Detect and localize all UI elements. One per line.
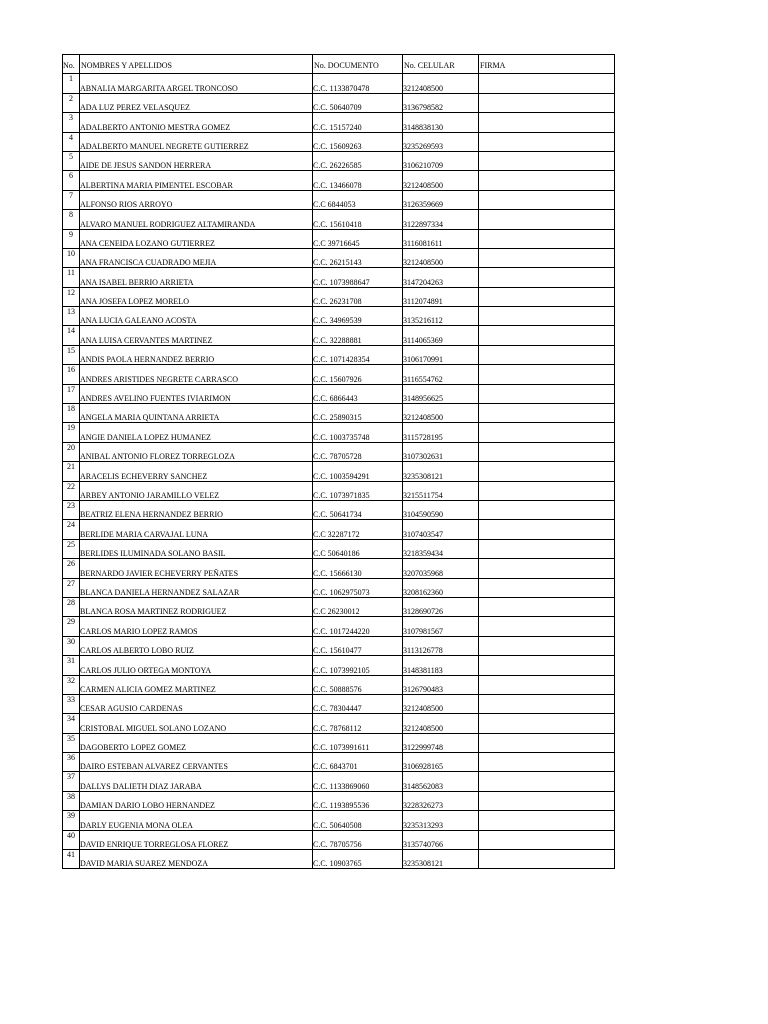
row-cellphone: 3126359669 — [403, 190, 479, 209]
row-name: CARLOS ALBERTO LOBO RUIZ — [80, 636, 313, 655]
row-number: 28 — [63, 597, 80, 616]
row-number: 33 — [63, 694, 80, 713]
row-number: 18 — [63, 404, 80, 423]
row-signature-cell — [479, 326, 615, 345]
row-cellphone: 3104590590 — [403, 500, 479, 519]
row-document: C.C 39716645 — [313, 229, 403, 248]
header-no: No. — [63, 55, 80, 74]
row-number: 13 — [63, 307, 80, 326]
row-document: C.C. 1062975073 — [313, 578, 403, 597]
row-number: 1 — [63, 74, 80, 93]
row-signature-cell — [479, 345, 615, 364]
row-number: 7 — [63, 190, 80, 209]
row-document: C.C. 15609263 — [313, 132, 403, 151]
row-cellphone: 3235308121 — [403, 850, 479, 869]
row-document: C.C. 15610418 — [313, 210, 403, 229]
table-row — [63, 714, 615, 733]
row-cellphone: 3106928165 — [403, 753, 479, 772]
row-signature-cell — [479, 481, 615, 500]
row-document: C.C. 1193895536 — [313, 791, 403, 810]
row-cellphone: 3106170991 — [403, 345, 479, 364]
row-number: 14 — [63, 326, 80, 345]
row-signature-cell — [479, 850, 615, 869]
row-signature-cell — [479, 772, 615, 791]
row-name: BERNARDO JAVIER ECHEVERRY PEÑATES — [80, 559, 313, 578]
row-name: ANA CENEIDA LOZANO GUTIERREZ — [80, 229, 313, 248]
row-name: DAMIAN DARIO LOBO HERNANDEZ — [80, 791, 313, 810]
row-cellphone: 3113126778 — [403, 636, 479, 655]
row-document: C.C. 10903765 — [313, 850, 403, 869]
row-signature-cell — [479, 714, 615, 733]
row-signature-cell — [479, 733, 615, 752]
row-number: 27 — [63, 578, 80, 597]
row-signature-cell — [479, 404, 615, 423]
row-signature-cell — [479, 617, 615, 636]
table-row — [63, 404, 615, 423]
row-document: C.C 32287172 — [313, 520, 403, 539]
row-cellphone: 3122999748 — [403, 733, 479, 752]
row-cellphone: 3212408500 — [403, 714, 479, 733]
row-number: 39 — [63, 811, 80, 830]
row-name: BLANCA DANIELA HERNANDEZ SALAZAR — [80, 578, 313, 597]
header-name: NOMBRES Y APELLIDOS — [80, 55, 313, 74]
row-cellphone: 3235308121 — [403, 462, 479, 481]
row-document: C.C. 1003735748 — [313, 423, 403, 442]
row-signature-cell — [479, 830, 615, 849]
row-signature-cell — [479, 229, 615, 248]
row-cellphone: 3107403547 — [403, 520, 479, 539]
row-name: ABNALIA MARGARITA ARGEL TRONCOSO — [80, 74, 313, 93]
row-name: ADALBERTO ANTONIO MESTRA GOMEZ — [80, 113, 313, 132]
row-name: BEATRIZ ELENA HERNANDEZ BERRIO — [80, 500, 313, 519]
row-number: 8 — [63, 210, 80, 229]
row-signature-cell — [479, 520, 615, 539]
row-cellphone: 3212408500 — [403, 694, 479, 713]
row-document: C.C. 78705728 — [313, 442, 403, 461]
row-cellphone: 3148381183 — [403, 656, 479, 675]
table-row — [63, 520, 615, 539]
row-name: DARLY EUGENIA MONA OLEA — [80, 811, 313, 830]
table-row — [63, 93, 615, 112]
row-signature-cell — [479, 811, 615, 830]
row-name: ARACELIS ECHEVERRY SANCHEZ — [80, 462, 313, 481]
row-number: 25 — [63, 539, 80, 558]
attendance-sheet-table — [62, 54, 615, 869]
row-document: C.C. 78705756 — [313, 830, 403, 849]
row-name: ALFONSO RIOS ARROYO — [80, 190, 313, 209]
row-name: CARLOS JULIO ORTEGA MONTOYA — [80, 656, 313, 675]
row-number: 37 — [63, 772, 80, 791]
row-number: 30 — [63, 636, 80, 655]
row-name: ANA LUCIA GALEANO ACOSTA — [80, 307, 313, 326]
row-document: C.C. 1073988647 — [313, 268, 403, 287]
row-name: AIDE DE JESUS SANDON HERRERA — [80, 151, 313, 170]
row-document: C.C. 25890315 — [313, 404, 403, 423]
row-document: C.C. 13466078 — [313, 171, 403, 190]
table-row — [63, 481, 615, 500]
row-number: 41 — [63, 850, 80, 869]
row-document: C.C 50640186 — [313, 539, 403, 558]
row-document: C.C. 1133870478 — [313, 74, 403, 93]
row-name: CARLOS MARIO LOPEZ RAMOS — [80, 617, 313, 636]
row-cellphone: 3148838130 — [403, 113, 479, 132]
row-cellphone: 3112074891 — [403, 287, 479, 306]
row-name: ADALBERTO MANUEL NEGRETE GUTIERREZ — [80, 132, 313, 151]
row-cellphone: 3212408500 — [403, 74, 479, 93]
header-cellphone: No. CELULAR — [403, 55, 479, 74]
table-row — [63, 210, 615, 229]
row-cellphone: 3235313293 — [403, 811, 479, 830]
row-signature-cell — [479, 791, 615, 810]
row-name: ANDRES AVELINO FUENTES IVIARIMON — [80, 384, 313, 403]
row-name: ANA FRANCISCA CUADRADO MEJIA — [80, 248, 313, 267]
row-cellphone: 3218359434 — [403, 539, 479, 558]
row-name: DAGOBERTO LOPEZ GOMEZ — [80, 733, 313, 752]
row-document: C.C. 15607926 — [313, 365, 403, 384]
table-row — [63, 811, 615, 830]
row-name: ADA LUZ PEREZ VELASQUEZ — [80, 93, 313, 112]
row-document: C.C 6844053 — [313, 190, 403, 209]
row-document: C.C 26230012 — [313, 597, 403, 616]
row-number: 29 — [63, 617, 80, 636]
row-name: BERLIDE MARIA CARVAJAL LUNA — [80, 520, 313, 539]
row-document: C.C. 6866443 — [313, 384, 403, 403]
row-name: ANA ISABEL BERRIO ARRIETA — [80, 268, 313, 287]
row-document: C.C. 26215143 — [313, 248, 403, 267]
table-row — [63, 326, 615, 345]
table-row — [63, 636, 615, 655]
row-number: 38 — [63, 791, 80, 810]
table-row — [63, 656, 615, 675]
table-row — [63, 190, 615, 209]
row-name: ANGIE DANIELA LOPEZ HUMANEZ — [80, 423, 313, 442]
row-number: 22 — [63, 481, 80, 500]
table-row — [63, 791, 615, 810]
row-document: C.C. 1133869060 — [313, 772, 403, 791]
row-name: ANDRES ARISTIDES NEGRETE CARRASCO — [80, 365, 313, 384]
row-number: 20 — [63, 442, 80, 461]
row-signature-cell — [479, 93, 615, 112]
row-name: CARMEN ALICIA GOMEZ MARTINEZ — [80, 675, 313, 694]
row-signature-cell — [479, 636, 615, 655]
row-signature-cell — [479, 675, 615, 694]
table-row — [63, 365, 615, 384]
table-row — [63, 248, 615, 267]
row-document: C.C. 15610477 — [313, 636, 403, 655]
row-cellphone: 3207035968 — [403, 559, 479, 578]
row-number: 10 — [63, 248, 80, 267]
table-row — [63, 578, 615, 597]
table-row — [63, 151, 615, 170]
table-row — [63, 753, 615, 772]
row-cellphone: 3122897334 — [403, 210, 479, 229]
row-signature-cell — [479, 500, 615, 519]
row-signature-cell — [479, 365, 615, 384]
row-document: C.C. 50640709 — [313, 93, 403, 112]
row-number: 31 — [63, 656, 80, 675]
row-document: C.C. 1073991611 — [313, 733, 403, 752]
row-document: C.C. 78768112 — [313, 714, 403, 733]
table-row — [63, 500, 615, 519]
row-number: 12 — [63, 287, 80, 306]
row-name: CRISTOBAL MIGUEL SOLANO LOZANO — [80, 714, 313, 733]
row-document: C.C. 1017244220 — [313, 617, 403, 636]
row-cellphone: 3208162360 — [403, 578, 479, 597]
row-name: ANIBAL ANTONIO FLOREZ TORREGLOZA — [80, 442, 313, 461]
row-cellphone: 3235269593 — [403, 132, 479, 151]
table-row — [63, 694, 615, 713]
table-row — [63, 74, 615, 93]
row-document: C.C. 1003594291 — [313, 462, 403, 481]
table-row — [63, 597, 615, 616]
table-row — [63, 733, 615, 752]
row-signature-cell — [479, 171, 615, 190]
row-document: C.C. 26231708 — [313, 287, 403, 306]
row-cellphone: 3115728195 — [403, 423, 479, 442]
table-row — [63, 772, 615, 791]
row-cellphone: 3228326273 — [403, 791, 479, 810]
table-row — [63, 171, 615, 190]
row-cellphone: 3135740766 — [403, 830, 479, 849]
row-cellphone: 3136798582 — [403, 93, 479, 112]
row-signature-cell — [479, 210, 615, 229]
row-document: C.C. 1073971835 — [313, 481, 403, 500]
row-document: C.C. 1073992105 — [313, 656, 403, 675]
row-signature-cell — [479, 597, 615, 616]
row-signature-cell — [479, 656, 615, 675]
row-cellphone: 3148956625 — [403, 384, 479, 403]
header-row — [63, 55, 615, 74]
header-document: No. DOCUMENTO — [313, 55, 403, 74]
sheet-body — [63, 55, 615, 869]
row-document: C.C. 34969539 — [313, 307, 403, 326]
row-number: 5 — [63, 151, 80, 170]
row-document: C.C. 1071428354 — [313, 345, 403, 364]
row-signature-cell — [479, 113, 615, 132]
row-name: DAVID ENRIQUE TORREGLOSA FLOREZ — [80, 830, 313, 849]
row-signature-cell — [479, 151, 615, 170]
row-signature-cell — [479, 74, 615, 93]
row-number: 36 — [63, 753, 80, 772]
row-signature-cell — [479, 578, 615, 597]
row-cellphone: 3212408500 — [403, 248, 479, 267]
row-signature-cell — [479, 539, 615, 558]
row-cellphone: 3148562083 — [403, 772, 479, 791]
row-signature-cell — [479, 268, 615, 287]
row-signature-cell — [479, 442, 615, 461]
row-cellphone: 3128690726 — [403, 597, 479, 616]
row-cellphone: 3135216112 — [403, 307, 479, 326]
table-row — [63, 442, 615, 461]
table-row — [63, 113, 615, 132]
row-number: 19 — [63, 423, 80, 442]
row-name: BERLIDES ILUMINADA SOLANO BASIL — [80, 539, 313, 558]
table-row — [63, 830, 615, 849]
row-number: 24 — [63, 520, 80, 539]
row-number: 26 — [63, 559, 80, 578]
table-row — [63, 132, 615, 151]
header-signature: FIRMA — [479, 55, 615, 74]
row-signature-cell — [479, 384, 615, 403]
row-number: 32 — [63, 675, 80, 694]
row-cellphone: 3212408500 — [403, 171, 479, 190]
row-document: C.C. 26226585 — [313, 151, 403, 170]
row-cellphone: 3114065369 — [403, 326, 479, 345]
row-signature-cell — [479, 132, 615, 151]
table-row — [63, 617, 615, 636]
table-row — [63, 850, 615, 869]
row-name: ALBERTINA MARIA PIMENTEL ESCOBAR — [80, 171, 313, 190]
row-number: 35 — [63, 733, 80, 752]
row-signature-cell — [479, 462, 615, 481]
row-cellphone: 3126790483 — [403, 675, 479, 694]
row-document: C.C. 15666130 — [313, 559, 403, 578]
row-name: CESAR AGUSIO CARDENAS — [80, 694, 313, 713]
row-document: C.C. 32288881 — [313, 326, 403, 345]
row-cellphone: 3212408500 — [403, 404, 479, 423]
row-cellphone: 3116554762 — [403, 365, 479, 384]
row-number: 34 — [63, 714, 80, 733]
row-name: DALLYS DALIETH DIAZ JARABA — [80, 772, 313, 791]
table-row — [63, 384, 615, 403]
row-cellphone: 3116081611 — [403, 229, 479, 248]
row-number: 40 — [63, 830, 80, 849]
row-signature-cell — [479, 423, 615, 442]
table-row — [63, 345, 615, 364]
row-document: C.C. 6843701 — [313, 753, 403, 772]
row-signature-cell — [479, 287, 615, 306]
row-cellphone: 3107302631 — [403, 442, 479, 461]
row-number: 16 — [63, 365, 80, 384]
row-document: C.C. 15157240 — [313, 113, 403, 132]
table-row — [63, 539, 615, 558]
row-document: C.C. 78304447 — [313, 694, 403, 713]
row-number: 2 — [63, 93, 80, 112]
table-row — [63, 268, 615, 287]
row-cellphone: 3106210709 — [403, 151, 479, 170]
row-signature-cell — [479, 559, 615, 578]
row-name: DAVID MARIA SUAREZ MENDOZA — [80, 850, 313, 869]
row-number: 4 — [63, 132, 80, 151]
row-signature-cell — [479, 190, 615, 209]
table-row — [63, 559, 615, 578]
row-signature-cell — [479, 307, 615, 326]
row-number: 17 — [63, 384, 80, 403]
table-row — [63, 423, 615, 442]
row-number: 15 — [63, 345, 80, 364]
table-row — [63, 229, 615, 248]
row-name: ANDIS PAOLA HERNANDEZ BERRIO — [80, 345, 313, 364]
row-document: C.C. 50640508 — [313, 811, 403, 830]
row-name: ANGELA MARIA QUINTANA ARRIETA — [80, 404, 313, 423]
row-cellphone: 3107981567 — [403, 617, 479, 636]
row-signature-cell — [479, 753, 615, 772]
table-row — [63, 287, 615, 306]
table-row — [63, 462, 615, 481]
row-name: BLANCA ROSA MARTINEZ RODRIGUEZ — [80, 597, 313, 616]
row-cellphone: 3147204263 — [403, 268, 479, 287]
table-row — [63, 307, 615, 326]
row-name: DAIRO ESTEBAN ALVAREZ CERVANTES — [80, 753, 313, 772]
row-name: ANA JOSEFA LOPEZ MORELO — [80, 287, 313, 306]
table-row — [63, 675, 615, 694]
row-name: ARBEY ANTONIO JARAMILLO VELEZ — [80, 481, 313, 500]
row-signature-cell — [479, 248, 615, 267]
row-name: ALVARO MANUEL RODRIGUEZ ALTAMIRANDA — [80, 210, 313, 229]
row-number: 11 — [63, 268, 80, 287]
row-number: 9 — [63, 229, 80, 248]
row-document: C.C. 50641734 — [313, 500, 403, 519]
row-name: ANA LUISA CERVANTES MARTINEZ — [80, 326, 313, 345]
row-cellphone: 3215511754 — [403, 481, 479, 500]
row-document: C.C. 50888576 — [313, 675, 403, 694]
row-number: 23 — [63, 500, 80, 519]
row-number: 21 — [63, 462, 80, 481]
row-signature-cell — [479, 694, 615, 713]
row-number: 3 — [63, 113, 80, 132]
row-number: 6 — [63, 171, 80, 190]
